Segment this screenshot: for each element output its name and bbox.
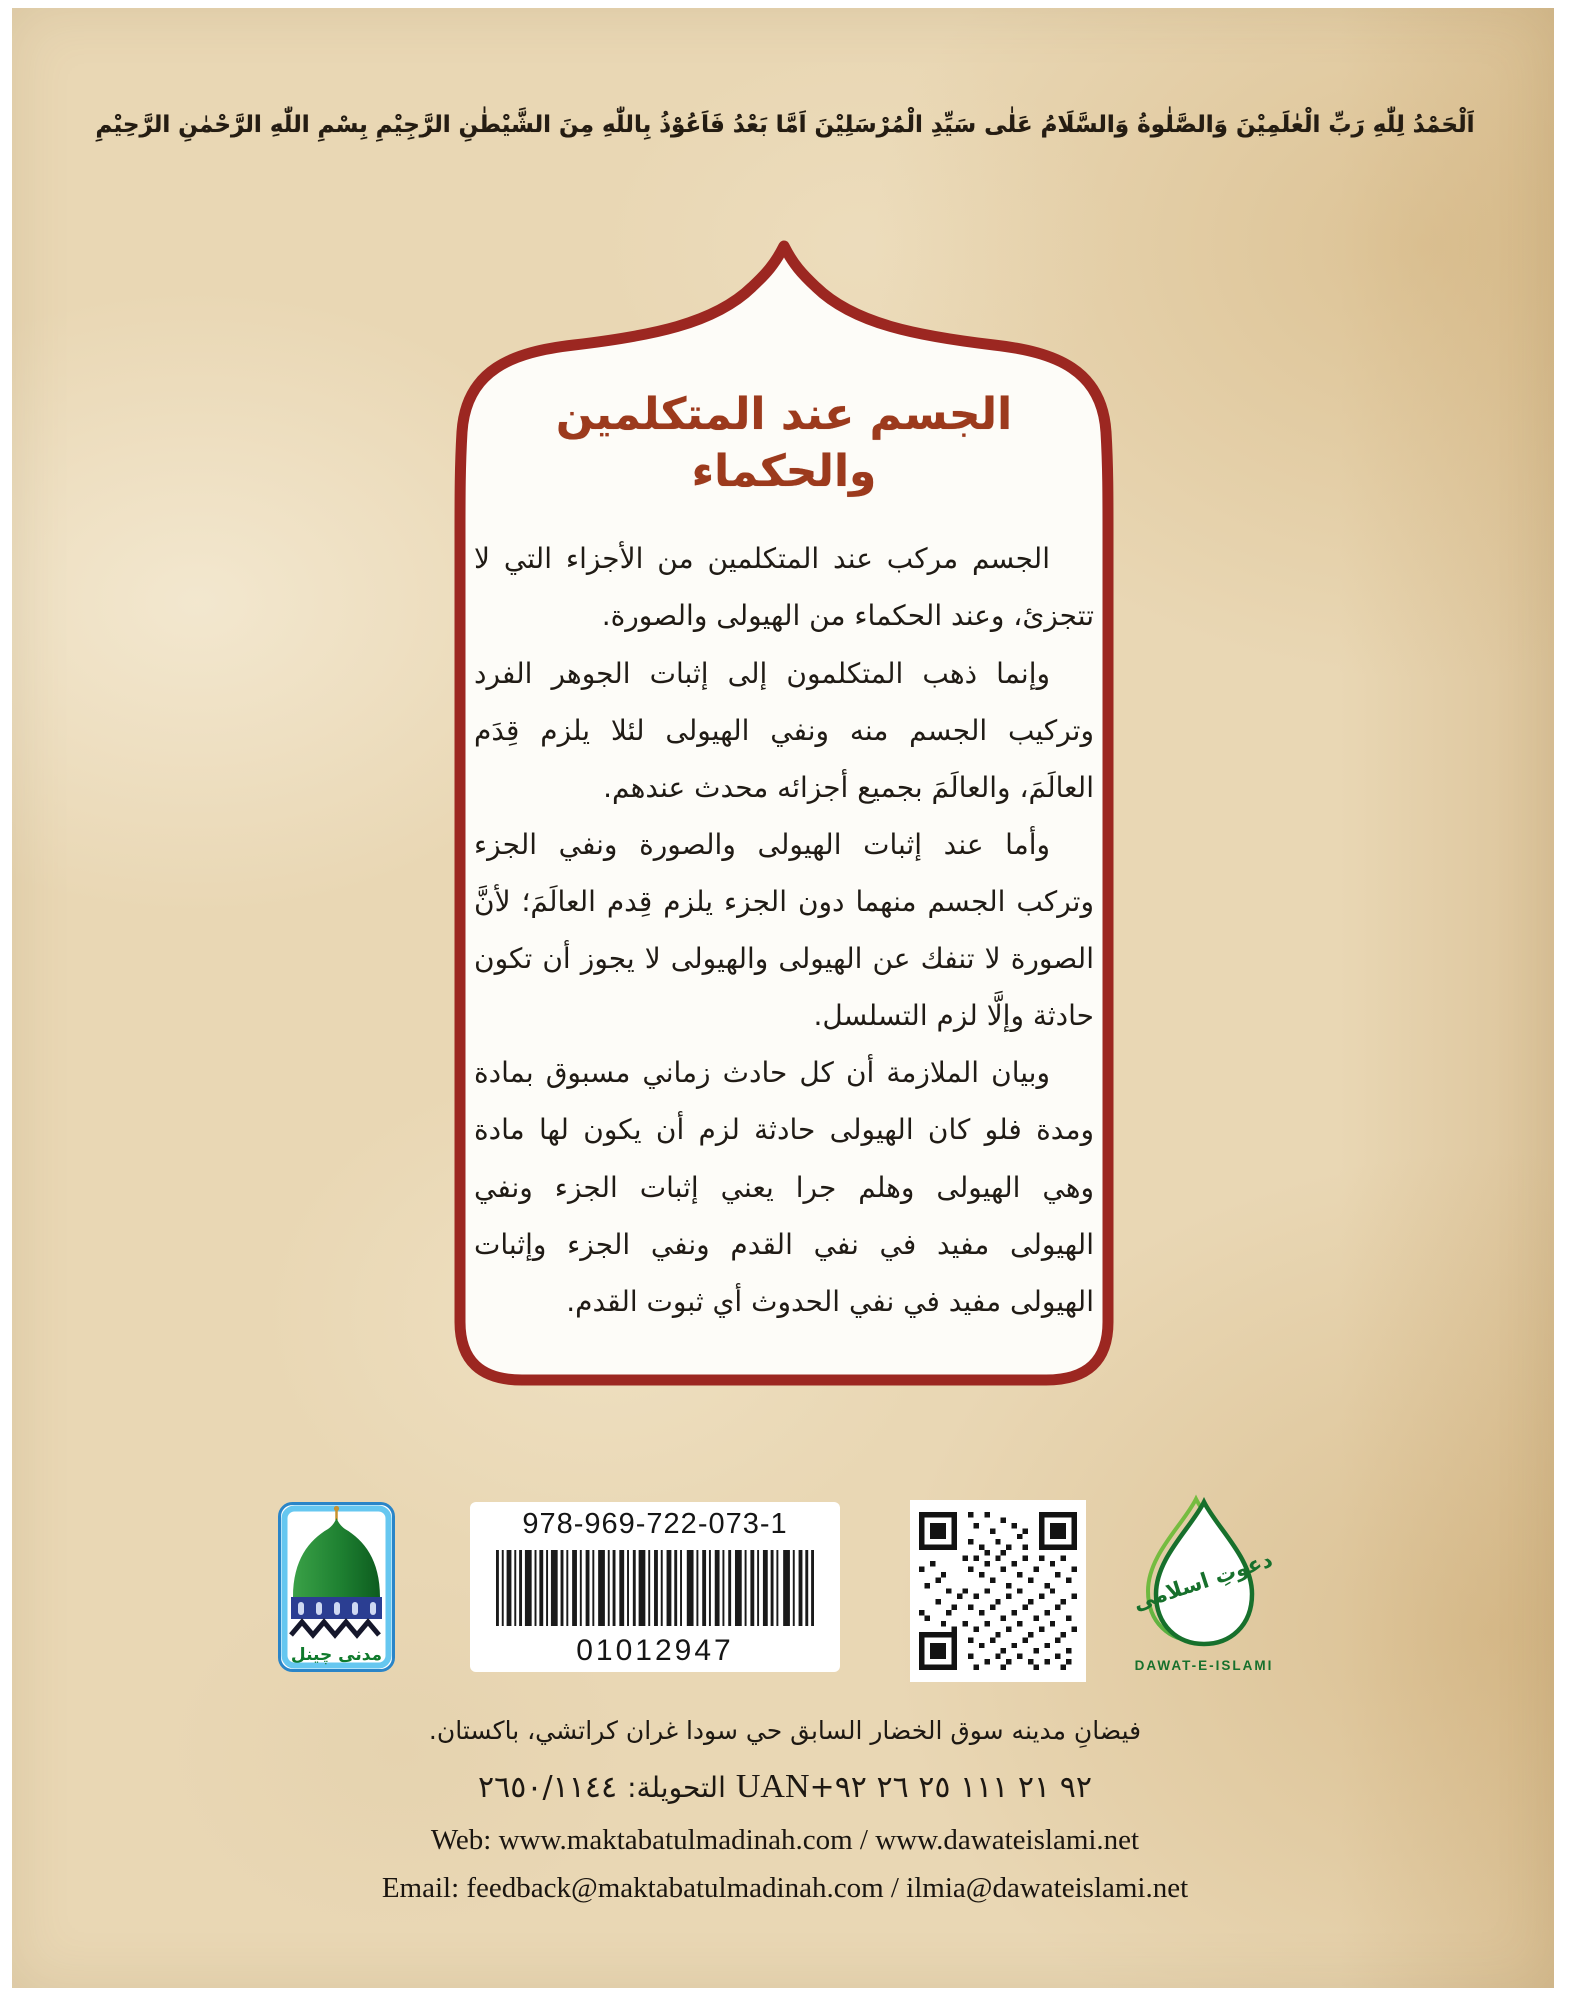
dawat-e-islami-latin-name: DAWAT-E-ISLAMI [1134,1658,1274,1673]
uan-number [736,1768,1092,1806]
dawat-e-islami-logo [1126,1492,1282,1678]
madani-channel-logo [278,1502,395,1672]
blurb-paragraph: الجسم مركب عند المتكلمين من الأجزاء التي لا تتجزئ، وعند الحكماء من الهيولى والصورة. [474,542,1094,633]
hamd-calligraphy-line: اَلْحَمْدُ لِلّٰهِ رَبِّ الْعٰلَمِيْنَ وَالصَّلٰوةُ وَالسَّلَامُ عَلٰى سَيِّدِ الْمُرْسَلِيْنَ اَمَّا بَعْدُ فَاَعُوْذُ بِاللّٰهِ مِنَ الشَّيْطٰنِ الرَّجِيْمِ بِسْمِ اللّٰهِ الرَّحْمٰنِ الرَّحِيْمِ [95,112,1475,138]
uan-latin-prefix: UAN [735,1768,810,1805]
email-label: Email: [381,1872,460,1904]
email-addresses: feedback@maktabatulmadinah.com / ilmia@dawateislami.net [466,1872,1189,1904]
publisher-address: فيضانِ مدينه سوق الخضار السابق حي سودا غران كراتشي، باكستان. [428,1716,1142,1745]
arch-window [316,1602,322,1615]
isbn-number: 978-969-722-073-1 [522,1508,788,1540]
madani-channel-urdu-name: مدنی چینل [290,1645,383,1665]
arch-window [334,1602,340,1615]
book-title: الجسم عند المتكلمين والحكماء [555,389,1013,498]
panel-content [474,386,1094,1374]
blurb-text [474,530,1094,1330]
blurb-paragraph: وإنما ذهب المتكلمون إلى إثبات الجوهر الفرد وتركيب الجسم منه ونفي الهيولى لئلا يلزم قِدَم العالَمَ، والعالَمَ بجميع أجزائه محدث عندهم. [474,656,1094,804]
qr-code [910,1500,1086,1682]
barcode-code: 01012947 [576,1634,734,1667]
website-line [0,1824,1570,1857]
uan-extension-label: التحويلة: [627,1771,726,1804]
arch-window [370,1602,376,1615]
arch-window [352,1602,358,1615]
arch-window [298,1602,304,1615]
isbn-barcode [470,1502,840,1672]
blurb-paragraph: وبيان الملازمة أن كل حادث زماني مسبوق بمادة ومدة فلو كان الهيولى حادثة لزم أن يكون لها مادة وهي الهيولى وهلم جرا يعني إثبات الجزء ونفي الهيولى مفيد في نفي القدم ونفي الجزء وإثبات الهيولى مفيد في نفي الحدوث أي ثبوت القدم. [474,1056,1094,1318]
back-cover-panel [418,236,1150,1414]
finial-ball [334,1506,339,1511]
web-label: Web: [430,1824,492,1856]
uan-extension: ٢٦٥٠/١١٤٤ [478,1770,618,1805]
blurb-paragraph: وأما عند إثبات الهيولى والصورة ونفي الجزء وتركب الجسم منهما دون الجزء يلزم قِدم العالَمَ؛ لأنَّ الصورة لا تنفك عن الهيولى والهيولى لا يجوز أن تكون حادثة وإلَّا لزم التسلسل. [474,827,1094,1033]
dawat-e-islami-arabic-name: دعوتِ اسلامی [1130,1547,1276,1616]
uan-digits: +٩٢ ٢١ ١١١ ٢٥ ٢٦ ٩٢ [809,1770,1092,1805]
uan-phone-line [0,1768,1570,1806]
email-line [0,1872,1570,1905]
barcode-bars [496,1550,814,1626]
web-urls: www.maktabatulmadinah.com / www.dawateislami.net [498,1824,1140,1856]
